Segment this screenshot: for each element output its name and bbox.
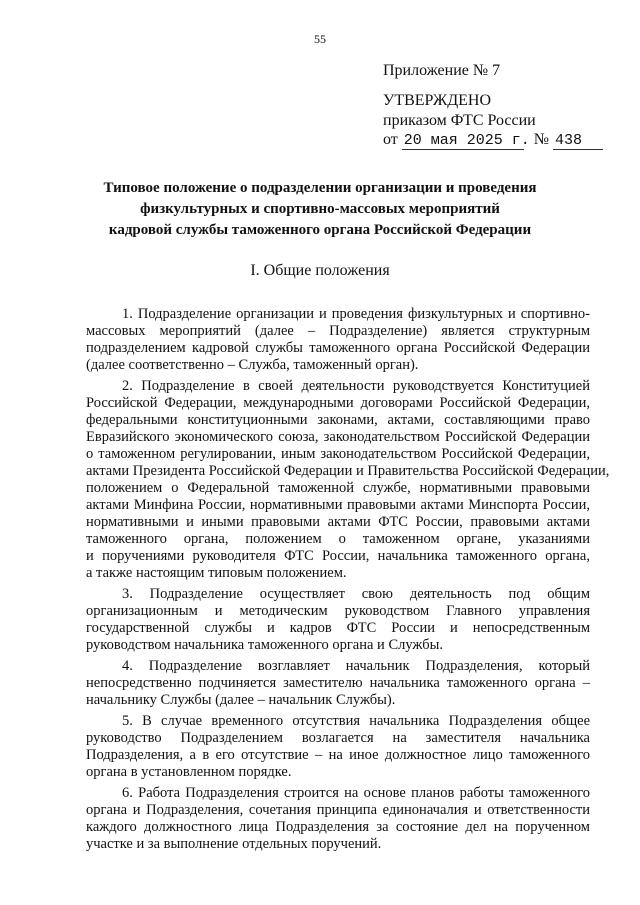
section-heading: I. Общие положения	[250, 262, 390, 279]
text-line: (далее соответственно – Служба, таможенный орган).	[86, 357, 419, 373]
text-line: положением о Федеральной таможенной службе, нормативными правовыми	[86, 480, 590, 496]
paragraph	[86, 785, 590, 853]
text-line: таможенного органа, положением о таможенном органе, указаниями	[86, 531, 590, 547]
title-line: Типовое положение о подразделении организации и проведения	[103, 180, 537, 196]
text-line: подразделением кадровой службы таможенного органа Российской Федерации	[86, 340, 590, 356]
text-line: руководство Подразделением возлагается на заместителя начальника	[86, 730, 590, 746]
appendix-label: Приложение № 7	[383, 62, 501, 79]
document-title	[0, 178, 640, 241]
text-line: актами Президента Российской Федерации и Правительства Российской Федерации,	[86, 463, 610, 479]
title-line: физкультурных и спортивно-массовых мероприятий	[140, 201, 500, 217]
text-line: федеральными конституционными законами, актами, составляющими право	[86, 412, 590, 428]
text-line: 6. Работа Подразделения строится на основе планов работы таможенного	[122, 785, 590, 801]
text-line: участке и за выполнение отдельных поручений.	[86, 836, 382, 852]
text-line: актами Минфина России, нормативными правовыми актами Минспорта России,	[86, 497, 590, 513]
text-line: 1. Подразделение организации и проведения физкультурных и спортивно-	[122, 306, 590, 322]
text-line: каждого должностного лица Подразделения за состояние дел на порученном	[86, 819, 590, 835]
order-by-label: приказом ФТС России	[383, 112, 536, 129]
paragraph	[86, 378, 610, 582]
text-line: и поручениями руководителя ФТС России, начальника таможенного органа,	[86, 548, 590, 564]
text-line: 5. В случае временного отсутствия начальника Подразделения общее	[122, 713, 590, 729]
paragraph	[86, 658, 590, 709]
from-label: от	[383, 131, 398, 148]
order-number: 438	[553, 132, 603, 150]
text-line: государственной службы и кадров ФТС России и непосредственным	[86, 620, 590, 636]
text-line: а также настоящим типовым положением.	[86, 565, 347, 581]
number-label: №	[533, 131, 550, 148]
text-line: начальнику Службы (далее – начальник Службы).	[86, 692, 396, 708]
text-line: организационным и методическим руководством Главного управления	[86, 603, 590, 619]
text-line: органа и Подразделения, сочетания принципа единоначалия и ответственности	[86, 802, 590, 818]
text-line: массовых мероприятий (далее – Подразделение) является структурным	[86, 323, 590, 339]
paragraph	[86, 713, 590, 781]
text-line: о таможенном регулировании, иным законодательством Российской Федерации,	[86, 446, 590, 462]
order-date-line	[383, 131, 603, 150]
title-line: кадровой службы таможенного органа Российской Федерации	[108, 222, 532, 238]
paragraph	[86, 306, 590, 374]
text-line: Российской Федерации, международными договорами Российской Федерации,	[86, 395, 590, 411]
text-line: 2. Подразделение в своей деятельности руководствуется Конституцией	[122, 378, 590, 394]
text-line: Подразделения, а в его отсутствие – на иное должностное лицо таможенного	[86, 747, 590, 763]
text-line: непосредственно подчиняется заместителю начальника таможенного органа –	[86, 675, 590, 691]
paragraph	[86, 586, 590, 654]
order-date: 20 мая 2025 г.	[403, 132, 530, 149]
page-number: 55	[314, 32, 326, 46]
document-body	[86, 306, 610, 857]
text-line: 3. Подразделение осуществляет свою деятельность под общим	[122, 586, 590, 602]
text-line: нормативными и иными правовыми актами ФТС России, правовыми актами	[86, 514, 590, 530]
text-line: руководством начальника таможенного органа и Службы.	[86, 637, 443, 653]
text-line: Евразийского экономического союза, законодательством Российской Федерации	[86, 429, 590, 445]
text-line: 4. Подразделение возглавляет начальник Подразделения, который	[122, 658, 590, 674]
approved-label: УТВЕРЖДЕНО	[383, 92, 492, 109]
text-line: органа в установленном порядке.	[86, 764, 292, 780]
